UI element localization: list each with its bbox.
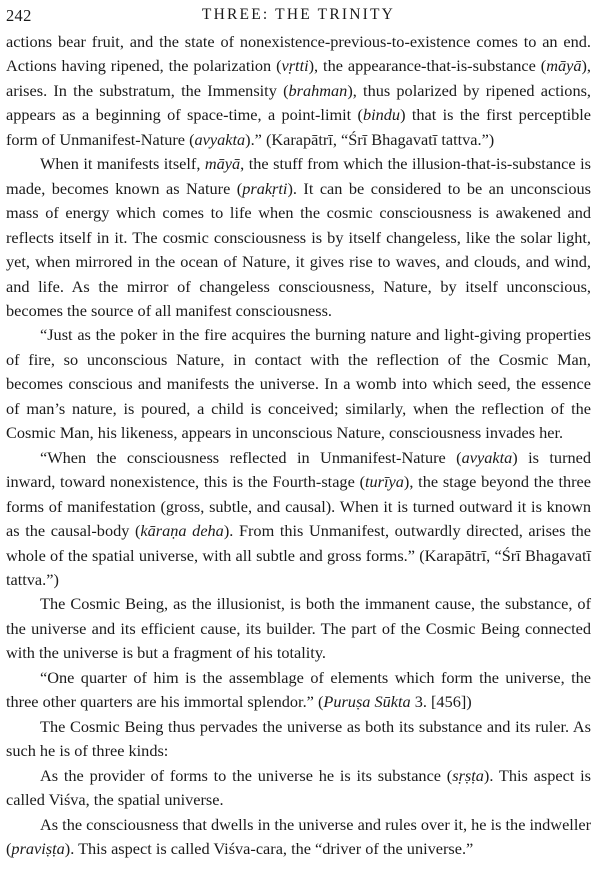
paragraph: “Just as the poker in the fire acquires the burning nature and light-giving properties of fire, so unconscious Nature, in contact with the reflection of the Cosmic Man, becomes conscious and manifests the universe. In a womb into which seed, the essence of man’s nature, is poured, a child is conceived; similarly, when the reflection of the Cosmic Man, his likeness, appears in unconscious Nature, consciousness invades her. bbox=[6, 325, 591, 443]
running-head: THREE: THE TRINITY bbox=[201, 6, 396, 23]
book-page bbox=[6, 0, 591, 896]
paragraph: “One quarter of him is the assemblage of elements which form the universe, the three other quarters are his immortal splendor.” (Puruṣa Sūkta 3. [456]) bbox=[6, 667, 591, 712]
paragraph: The Cosmic Being, as the illusionist, is both the immanent cause, the substance, of the universe and its efficient cause, its builder. The part of the Cosmic Being connected with the universe is but a fragment of his totality. bbox=[6, 594, 591, 663]
page-number: 242 bbox=[6, 6, 32, 25]
paragraph: When it manifests itself, māyā, the stuff from which the illusion-that-is-substance is made, becomes known as Nature (prakṛti). It can be considered to be an unconscious mass of energy which comes to life when the cosmic consciousness is awakened and reflects itself in it. The cosmic consciousness is by itself changeless, like the solar light, yet, when mirrored in the ocean of Nature, it gives rise to waves, and clouds, and wind, and life. As the mirror of changeless consciousness, Nature, by itself unconscious, becomes the source of all manifest consciousness. bbox=[6, 154, 591, 320]
body-text bbox=[6, 30, 591, 861]
paragraph: “When the consciousness reflected in Unmanifest-Nature (avyakta) is turned inward, toward nonexistence, this is the Fourth-stage (turīya), the stage beyond the three forms of manifestation (gross, subtle, and causal). When it is turned outward it is known as the causal-body (kāraṇa deha). From this Unmanifest, outwardly directed, arises the whole of the spatial universe, with all subtle and gross forms.” (Karapātrī, “Śrī Bhagavatī tattva.”) bbox=[6, 447, 592, 589]
paragraph: As the provider of forms to the universe he is its substance (sṛṣṭa). This aspect is called Viśva, the spatial universe. bbox=[6, 765, 591, 810]
paragraph: The Cosmic Being thus pervades the universe as both its substance and its ruler. As such he is of three kinds: bbox=[6, 716, 591, 761]
paragraph: As the consciousness that dwells in the universe and rules over it, he is the indweller (praviṣṭa). This aspect is called Viśva-cara, the “driver of the universe.” bbox=[6, 814, 591, 858]
page-header bbox=[6, 0, 591, 30]
paragraph: actions bear fruit, and the state of nonexistence-previous-to-existence comes to an end. Actions having ripened, the polarization (vṛtti), the appearance-that-is-substance (māyā), arises. In the substratum, the Immensity (brahman), thus polarized by ripened actions, appears as a beginning of space-time, a point-limit (bindu) that is the first perceptible form of Unmanifest-Nature (avyakta).” (Karapātrī, “Śrī Bhagavatī tattva.”) bbox=[6, 32, 592, 149]
